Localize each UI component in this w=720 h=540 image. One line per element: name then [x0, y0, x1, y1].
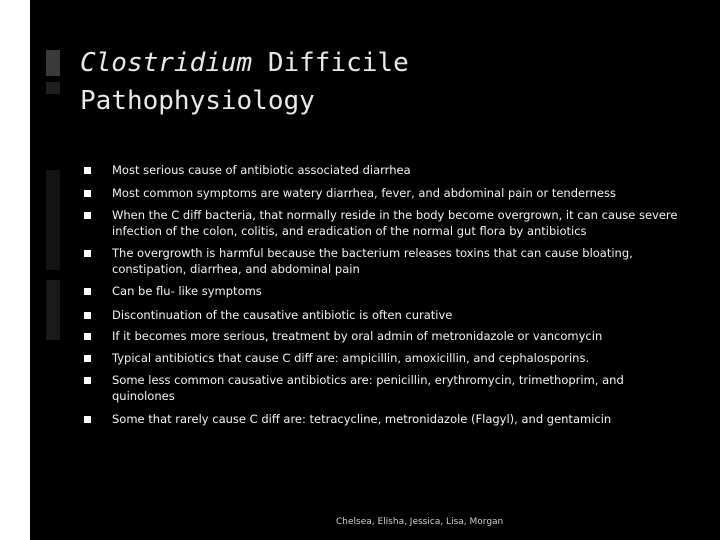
- square-bullet-icon: [84, 416, 91, 423]
- square-bullet-icon: [84, 212, 91, 219]
- accent-bars: [46, 50, 60, 340]
- bullet-text: Typical antibiotics that cause C diff are: ampicillin, amoxicillin, and cephalosporins.: [112, 350, 590, 365]
- bullet-item: [82, 351, 682, 367]
- title-rest: Difficile: [252, 48, 409, 78]
- bullet-item: [82, 373, 682, 404]
- bullet-text: When the C diff bacteria, that normally reside in the body become overgrown, it can cause severe infection of the colon, colitis, and eradication of the normal gut flora by antibiotics: [112, 208, 678, 238]
- bullet-item: [82, 246, 682, 277]
- footer-authors: Chelsea, Elisha, Jessica, Lisa, Morgan: [336, 517, 504, 527]
- accent-bar: [46, 50, 60, 76]
- bullet-item: [82, 208, 682, 239]
- square-bullet-icon: [84, 312, 91, 319]
- square-bullet-icon: [84, 250, 91, 257]
- bullet-text: The overgrowth is harmful because the bacterium releases toxins that can cause bloating, constipation, diarrhea, and abdominal pain: [112, 246, 633, 276]
- square-bullet-icon: [84, 377, 91, 384]
- accent-bar: [46, 82, 60, 94]
- bullet-item: [82, 186, 682, 202]
- bullet-item: [82, 163, 682, 179]
- slide-title: [80, 44, 680, 120]
- bullet-text: If it becomes more serious, treatment by oral admin of metronidazole or vancomycin: [112, 329, 603, 343]
- accent-bar: [46, 280, 60, 340]
- square-bullet-icon: [84, 190, 91, 197]
- bullet-item: [82, 284, 682, 300]
- slide: [30, 0, 720, 540]
- bullet-text: Discontinuation of the causative antibiotic is often curative: [112, 307, 453, 322]
- bullet-text: Most serious cause of antibiotic associated diarrhea: [112, 163, 411, 177]
- title-italic: Clostridium: [80, 48, 253, 78]
- accent-bar: [46, 170, 60, 270]
- bullet-item: [82, 308, 682, 324]
- bullet-item: [82, 329, 682, 345]
- bullet-list: [82, 163, 682, 428]
- title-line2: Pathophysiology: [80, 86, 315, 116]
- square-bullet-icon: [84, 288, 91, 295]
- bullet-item: [82, 412, 682, 428]
- square-bullet-icon: [84, 355, 91, 362]
- bullet-text: Some less common causative antibiotics are: penicillin, erythromycin, trimethoprim, and quinolones: [112, 373, 624, 403]
- square-bullet-icon: [84, 167, 91, 174]
- bullet-text: Some that rarely cause C diff are: tetracycline, metronidazole (Flagyl), and gentamicin: [112, 412, 612, 426]
- bullet-text: Can be flu- like symptoms: [112, 284, 262, 298]
- square-bullet-icon: [84, 333, 91, 340]
- bullet-text: Most common symptoms are watery diarrhea, fever, and abdominal pain or tenderness: [112, 185, 616, 200]
